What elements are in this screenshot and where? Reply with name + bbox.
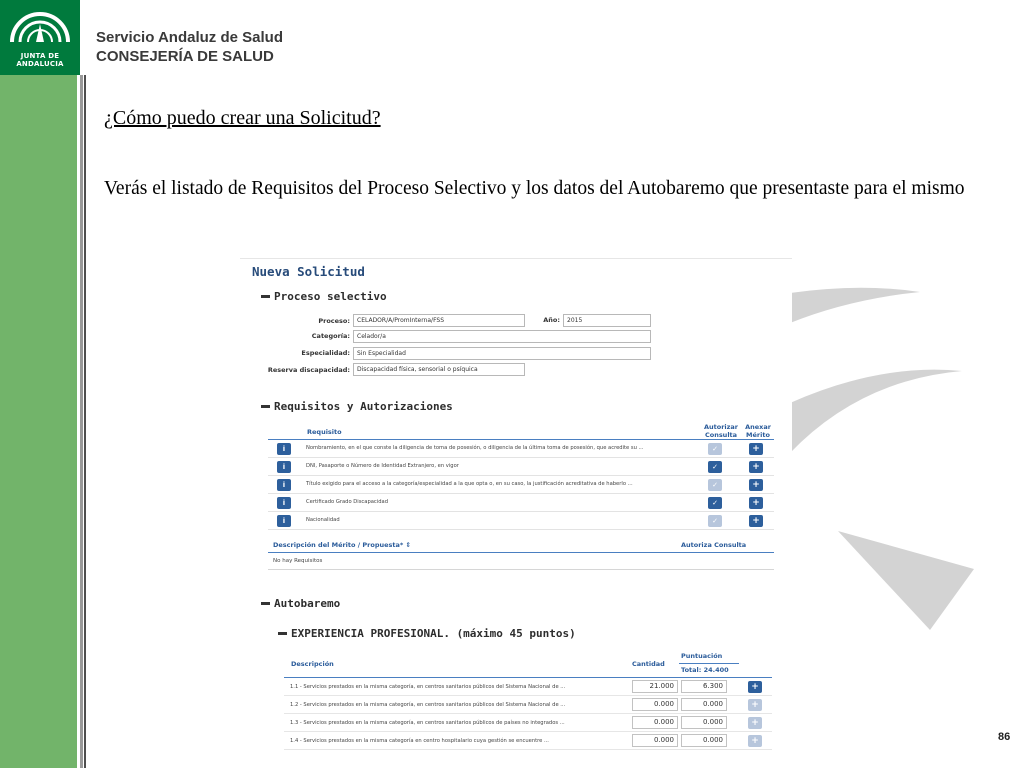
total-puntuacion: Total: 24.400 [681, 666, 729, 674]
plus-icon[interactable]: + [749, 479, 763, 491]
cantidad-input[interactable]: 0.000 [632, 716, 678, 729]
authorize-icon[interactable]: ✓ [708, 443, 722, 455]
merito-footer-rule [268, 569, 774, 570]
col-cantidad: Cantidad [632, 660, 665, 668]
section-label: EXPERIENCIA PROFESIONAL. (máximo 45 puntos) [291, 627, 576, 640]
authorize-icon[interactable]: ✓ [708, 479, 722, 491]
cantidad-input[interactable]: 0.000 [632, 698, 678, 711]
collapse-icon [278, 632, 287, 635]
experiencia-text: 1.1 - Servicios prestados en la misma categoría, en centros sanitarios públicos del Sistema Nacional de ... [290, 684, 566, 690]
app-title: Nueva Solicitud [252, 264, 365, 279]
proceso-field[interactable]: CELADOR/A/PromInterna/FSS [353, 314, 525, 327]
table-row [268, 440, 774, 458]
col-autoriza-consulta: Autoriza Consulta [681, 541, 747, 549]
anio-field[interactable]: 2015 [563, 314, 651, 327]
reserva-label: Reserva discapacidad: [267, 366, 350, 374]
info-icon[interactable]: i [277, 443, 291, 455]
table-row [268, 476, 774, 494]
plus-icon[interactable]: + [749, 443, 763, 455]
plus-icon[interactable]: + [748, 681, 762, 693]
info-icon[interactable]: i [277, 515, 291, 527]
plus-icon[interactable]: + [749, 461, 763, 473]
slide-title: ¿Cómo puedo crear una Solicitud? [104, 107, 381, 129]
categoria-label: Categoría: [311, 332, 350, 340]
section-label: Autobaremo [274, 597, 341, 610]
section-requisitos[interactable] [261, 400, 453, 413]
col-descripcion: Descripción [291, 660, 334, 668]
col-anexar-line1: Anexar [745, 423, 771, 431]
merito-header-rule [268, 552, 774, 553]
left-green-band [0, 75, 77, 768]
reserva-field[interactable]: Discapacidad física, sensorial o psíquica [353, 363, 525, 376]
app-screenshot [240, 258, 792, 750]
authorize-icon[interactable]: ✓ [708, 461, 722, 473]
org-department: CONSEJERÍA DE SALUD [96, 48, 274, 65]
col-anexar-line2: Mérito [746, 431, 770, 439]
section-proceso-selectivo[interactable] [261, 290, 387, 303]
requisito-text: Título exigido para el acceso a la categoría/especialidad a la que opta o, en su caso, la justificación acreditativa de haberlo ... [306, 481, 633, 487]
table-row [268, 512, 774, 530]
col-autorizar-line1: Autorizar [703, 423, 739, 431]
requisito-text: Certificado Grado Discapacidad [306, 499, 388, 505]
experiencia-text: 1.2 - Servicios prestados en la misma categoría, en centros sanitarios públicos del Sistema Nacional de ... [290, 702, 566, 708]
col-autorizar-line2: Consulta [704, 431, 738, 439]
anio-label: Año: [543, 316, 560, 324]
especialidad-label: Especialidad: [301, 349, 350, 357]
authorize-icon[interactable]: ✓ [708, 497, 722, 509]
especialidad-field[interactable]: Sin Especialidad [353, 347, 651, 360]
decorative-shapes [790, 285, 990, 635]
puntuacion-rule [679, 663, 739, 664]
puntuacion-value: 6.300 [681, 680, 727, 693]
empty-requisitos-text: No hay Requisitos [273, 558, 323, 564]
puntuacion-value: 0.000 [681, 734, 727, 747]
cantidad-input[interactable]: 0.000 [632, 734, 678, 747]
col-requisito: Requisito [307, 428, 342, 436]
table-row [284, 678, 772, 696]
junta-emblem-icon [6, 6, 74, 50]
plus-icon[interactable]: + [748, 717, 762, 729]
section-experiencia[interactable] [278, 627, 576, 640]
proceso-label: Proceso: [318, 317, 350, 325]
org-name: Servicio Andaluz de Salud [96, 29, 283, 46]
requisito-text: Nombramiento, en el que conste la diligencia de toma de posesión, o diligencia de la última toma de posesión, que acredite su ... [306, 445, 644, 451]
section-label: Requisitos y Autorizaciones [274, 400, 453, 413]
section-autobaremo[interactable] [261, 597, 340, 610]
requisito-text: DNI, Pasaporte o Número de Identidad Extranjero, en vigor [306, 463, 459, 469]
authorize-icon[interactable]: ✓ [708, 515, 722, 527]
puntuacion-value: 0.000 [681, 716, 727, 729]
table-row [284, 696, 772, 714]
col-descripcion-merito-label: Descripción del Mérito / Propuesta* [273, 541, 404, 549]
info-icon[interactable]: i [277, 461, 291, 473]
slide-body: Verás el listado de Requisitos del Proceso Selectivo y los datos del Autobaremo que presentaste para el mismo [104, 178, 965, 199]
plus-icon[interactable]: + [748, 735, 762, 747]
table-row [268, 494, 774, 512]
section-label: Proceso selectivo [274, 290, 387, 303]
logo-caption: JUNTA DE ANDALUCIA [16, 52, 64, 68]
plus-icon[interactable]: + [748, 699, 762, 711]
experiencia-text: 1.4 - Servicios prestados en la misma categoría en centro hospitalario cuya gestión se encuentre ... [290, 738, 549, 744]
plus-icon[interactable]: + [749, 515, 763, 527]
col-anexar [744, 423, 772, 439]
junta-logo [0, 0, 80, 75]
table-row [284, 714, 772, 732]
col-puntuacion: Puntuación [681, 652, 723, 660]
collapse-icon [261, 295, 270, 298]
collapse-icon [261, 602, 270, 605]
experiencia-text: 1.3 - Servicios prestados en la misma categoría, en centros sanitarios públicos de países no integrados ... [290, 720, 565, 726]
col-autorizar [703, 423, 739, 439]
left-divider-dark [84, 75, 86, 768]
info-icon[interactable]: i [277, 497, 291, 509]
requisito-text: Nacionalidad [306, 517, 340, 523]
info-icon[interactable]: i [277, 479, 291, 491]
table-row [268, 458, 774, 476]
categoria-field[interactable]: Celador/a [353, 330, 651, 343]
left-divider [80, 75, 83, 768]
plus-icon[interactable]: + [749, 497, 763, 509]
col-descripcion-merito[interactable] [273, 541, 411, 549]
collapse-icon [261, 405, 270, 408]
puntuacion-value: 0.000 [681, 698, 727, 711]
table-row [284, 732, 772, 750]
page-number: 86 [998, 731, 1011, 743]
cantidad-input[interactable]: 21.000 [632, 680, 678, 693]
sort-icon: ⇕ [405, 541, 411, 549]
